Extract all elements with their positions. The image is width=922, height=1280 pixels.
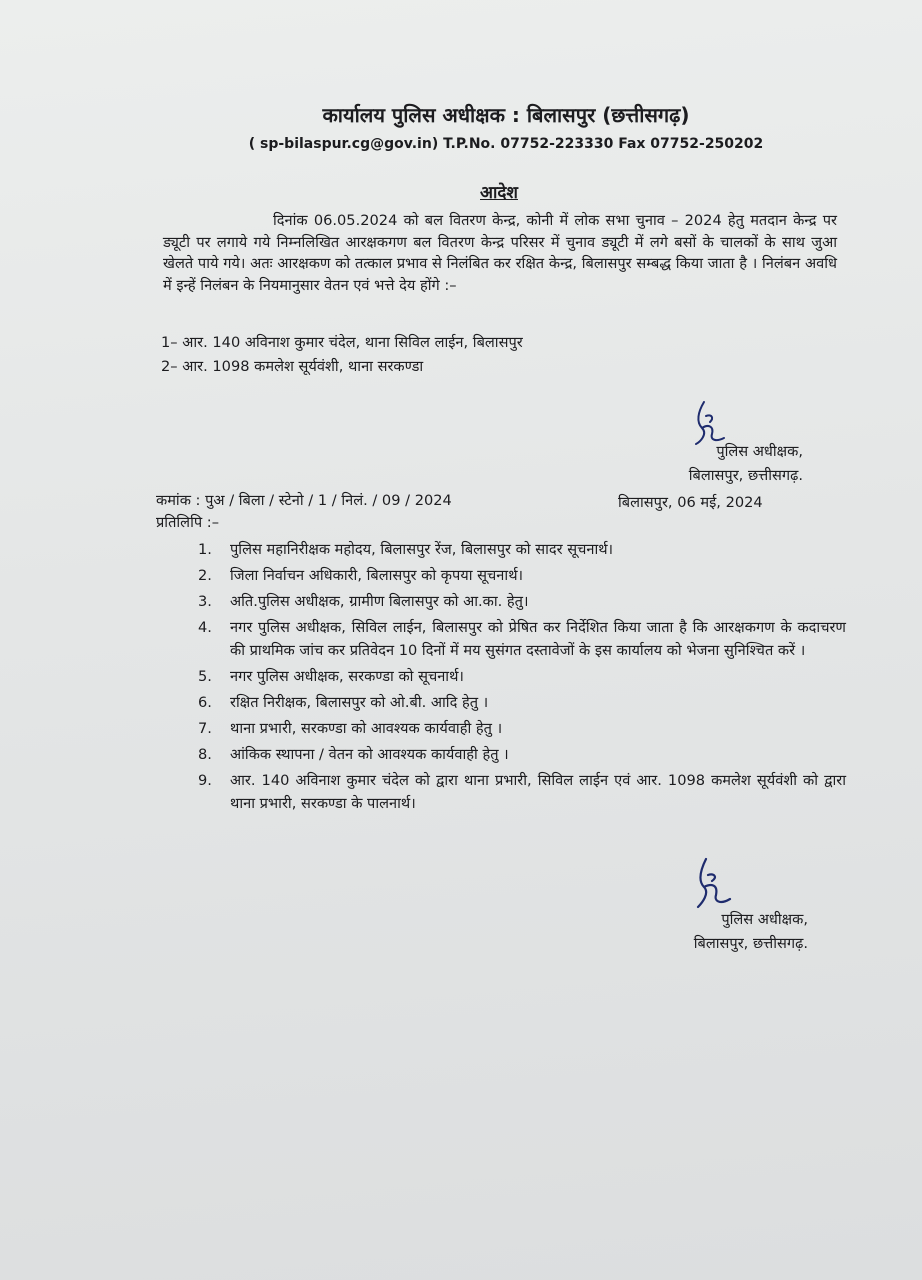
order-heading: आदेश [480, 183, 518, 203]
copy-item-number: 1. [198, 541, 212, 558]
signatory-title: पुलिस अधीक्षक, [716, 443, 803, 460]
copy-item-text: अति.पुलिस अधीक्षक, ग्रामीण बिलासपुर को आ.का. हेतु। [230, 593, 529, 610]
office-contact: ( sp-bilaspur.cg@gov.in) T.P.No. 07752-223330 Fax 07752-250202 [248, 136, 764, 152]
copy-item-text: आंकिक स्थापना / वेतन को आवश्यक कार्यवाही हेतु । [230, 746, 509, 763]
copy-item-text: रक्षित निरीक्षक, बिलासपुर को ओ.बी. आदि हेतु । [230, 694, 489, 711]
copy-item-number: 8. [198, 746, 212, 763]
accused-item-2: 2– आर. 1098 कमलेश सूर्यवंशी, थाना सरकण्डा [161, 358, 424, 375]
accused-item-1: 1– आर. 140 अविनाश कुमार चंदेल, थाना सिविल लाईन, बिलासपुर [161, 334, 523, 351]
issue-date: बिलासपुर, 06 मई, 2024 [618, 494, 763, 511]
office-title: कार्यालय पुलिस अधीक्षक : बिलासपुर (छत्तीसगढ़) [322, 103, 690, 127]
copy-item [198, 616, 846, 662]
signature-mark [690, 855, 736, 911]
reference-number: कमांक : पुअ / बिला / स्टेनो / 1 / निलं. / 09 / 2024 [156, 492, 452, 509]
copy-item-text: पुलिस महानिरीक्षक महोदय, बिलासपुर रेंज, बिलासपुर को सादर सूचनार्थ। [230, 541, 614, 558]
signatory-place: बिलासपुर, छत्तीसगढ़. [688, 467, 803, 484]
copy-item-number: 3. [198, 593, 212, 610]
copy-list [198, 538, 846, 818]
copy-item-number: 2. [198, 567, 212, 584]
copy-item-text: आर. 140 अविनाश कुमार चंदेल को द्वारा थाना प्रभारी, सिविल लाईन एवं आर. 1098 कमलेश सूर्यवंशी को द्वारा थाना प्रभारी, सरकण्डा के पालनार्थ। [230, 772, 846, 812]
copy-item-text: जिला निर्वाचन अधिकारी, बिलासपुर को कृपया सूचनार्थ। [230, 567, 524, 584]
copy-item [198, 717, 846, 740]
copy-item-number: 5. [198, 668, 212, 685]
copy-item [198, 665, 846, 688]
order-body: दिनांक 06.05.2024 को बल वितरण केन्द्र, कोनी में लोक सभा चुनाव – 2024 हेतु मतदान केन्द्र पर ड्यूटी पर लगाये गये निम्नलिखित आरक्षकगण बल वितरण केन्द्र परिसर में चुनाव ड्यूटी में लगे बसों के चालकों के साथ जुआ खेलते पाये गये। अतः आरक्षकण को तत्काल प्रभाव से निलंबित कर रक्षित केन्द्र, बिलासपुर सम्बद्ध किया जाता है । निलंबन अवधि में इन्हें निलंबन के नियमानुसार वेतन एवं भत्ते देय होंगे :– [163, 212, 837, 294]
signatory-title: पुलिस अधीक्षक, [721, 911, 808, 928]
copy-item [198, 590, 846, 613]
copy-heading: प्रतिलिपि :– [156, 514, 219, 531]
copy-item [198, 769, 846, 815]
copy-item [198, 564, 846, 587]
signatory-place: बिलासपुर, छत्तीसगढ़. [693, 935, 808, 952]
copy-item [198, 743, 846, 766]
copy-item-number: 4. [198, 619, 212, 636]
copy-item-text: नगर पुलिस अधीक्षक, सरकण्डा को सूचनार्थ। [230, 668, 464, 685]
copy-item-number: 6. [198, 694, 212, 711]
copy-item [198, 538, 846, 561]
signature-block-1 [620, 440, 803, 488]
copy-item-text: थाना प्रभारी, सरकण्डा को आवश्यक कार्यवाही हेतु । [230, 720, 503, 737]
signature-block-2 [620, 908, 808, 956]
copy-item [198, 691, 846, 714]
copy-item-number: 9. [198, 772, 212, 789]
copy-item-text: नगर पुलिस अधीक्षक, सिविल लाईन, बिलासपुर को प्रेषित कर निर्देशित किया जाता है कि आरक्षकगण के कदाचरण की प्राथमिक जांच कर प्रतिवेदन 10 दिनों में मय सुसंगत दस्तावेजों के इस कार्यालय को भेजना सुनिश्चित करें । [230, 619, 846, 659]
copy-item-number: 7. [198, 720, 212, 737]
